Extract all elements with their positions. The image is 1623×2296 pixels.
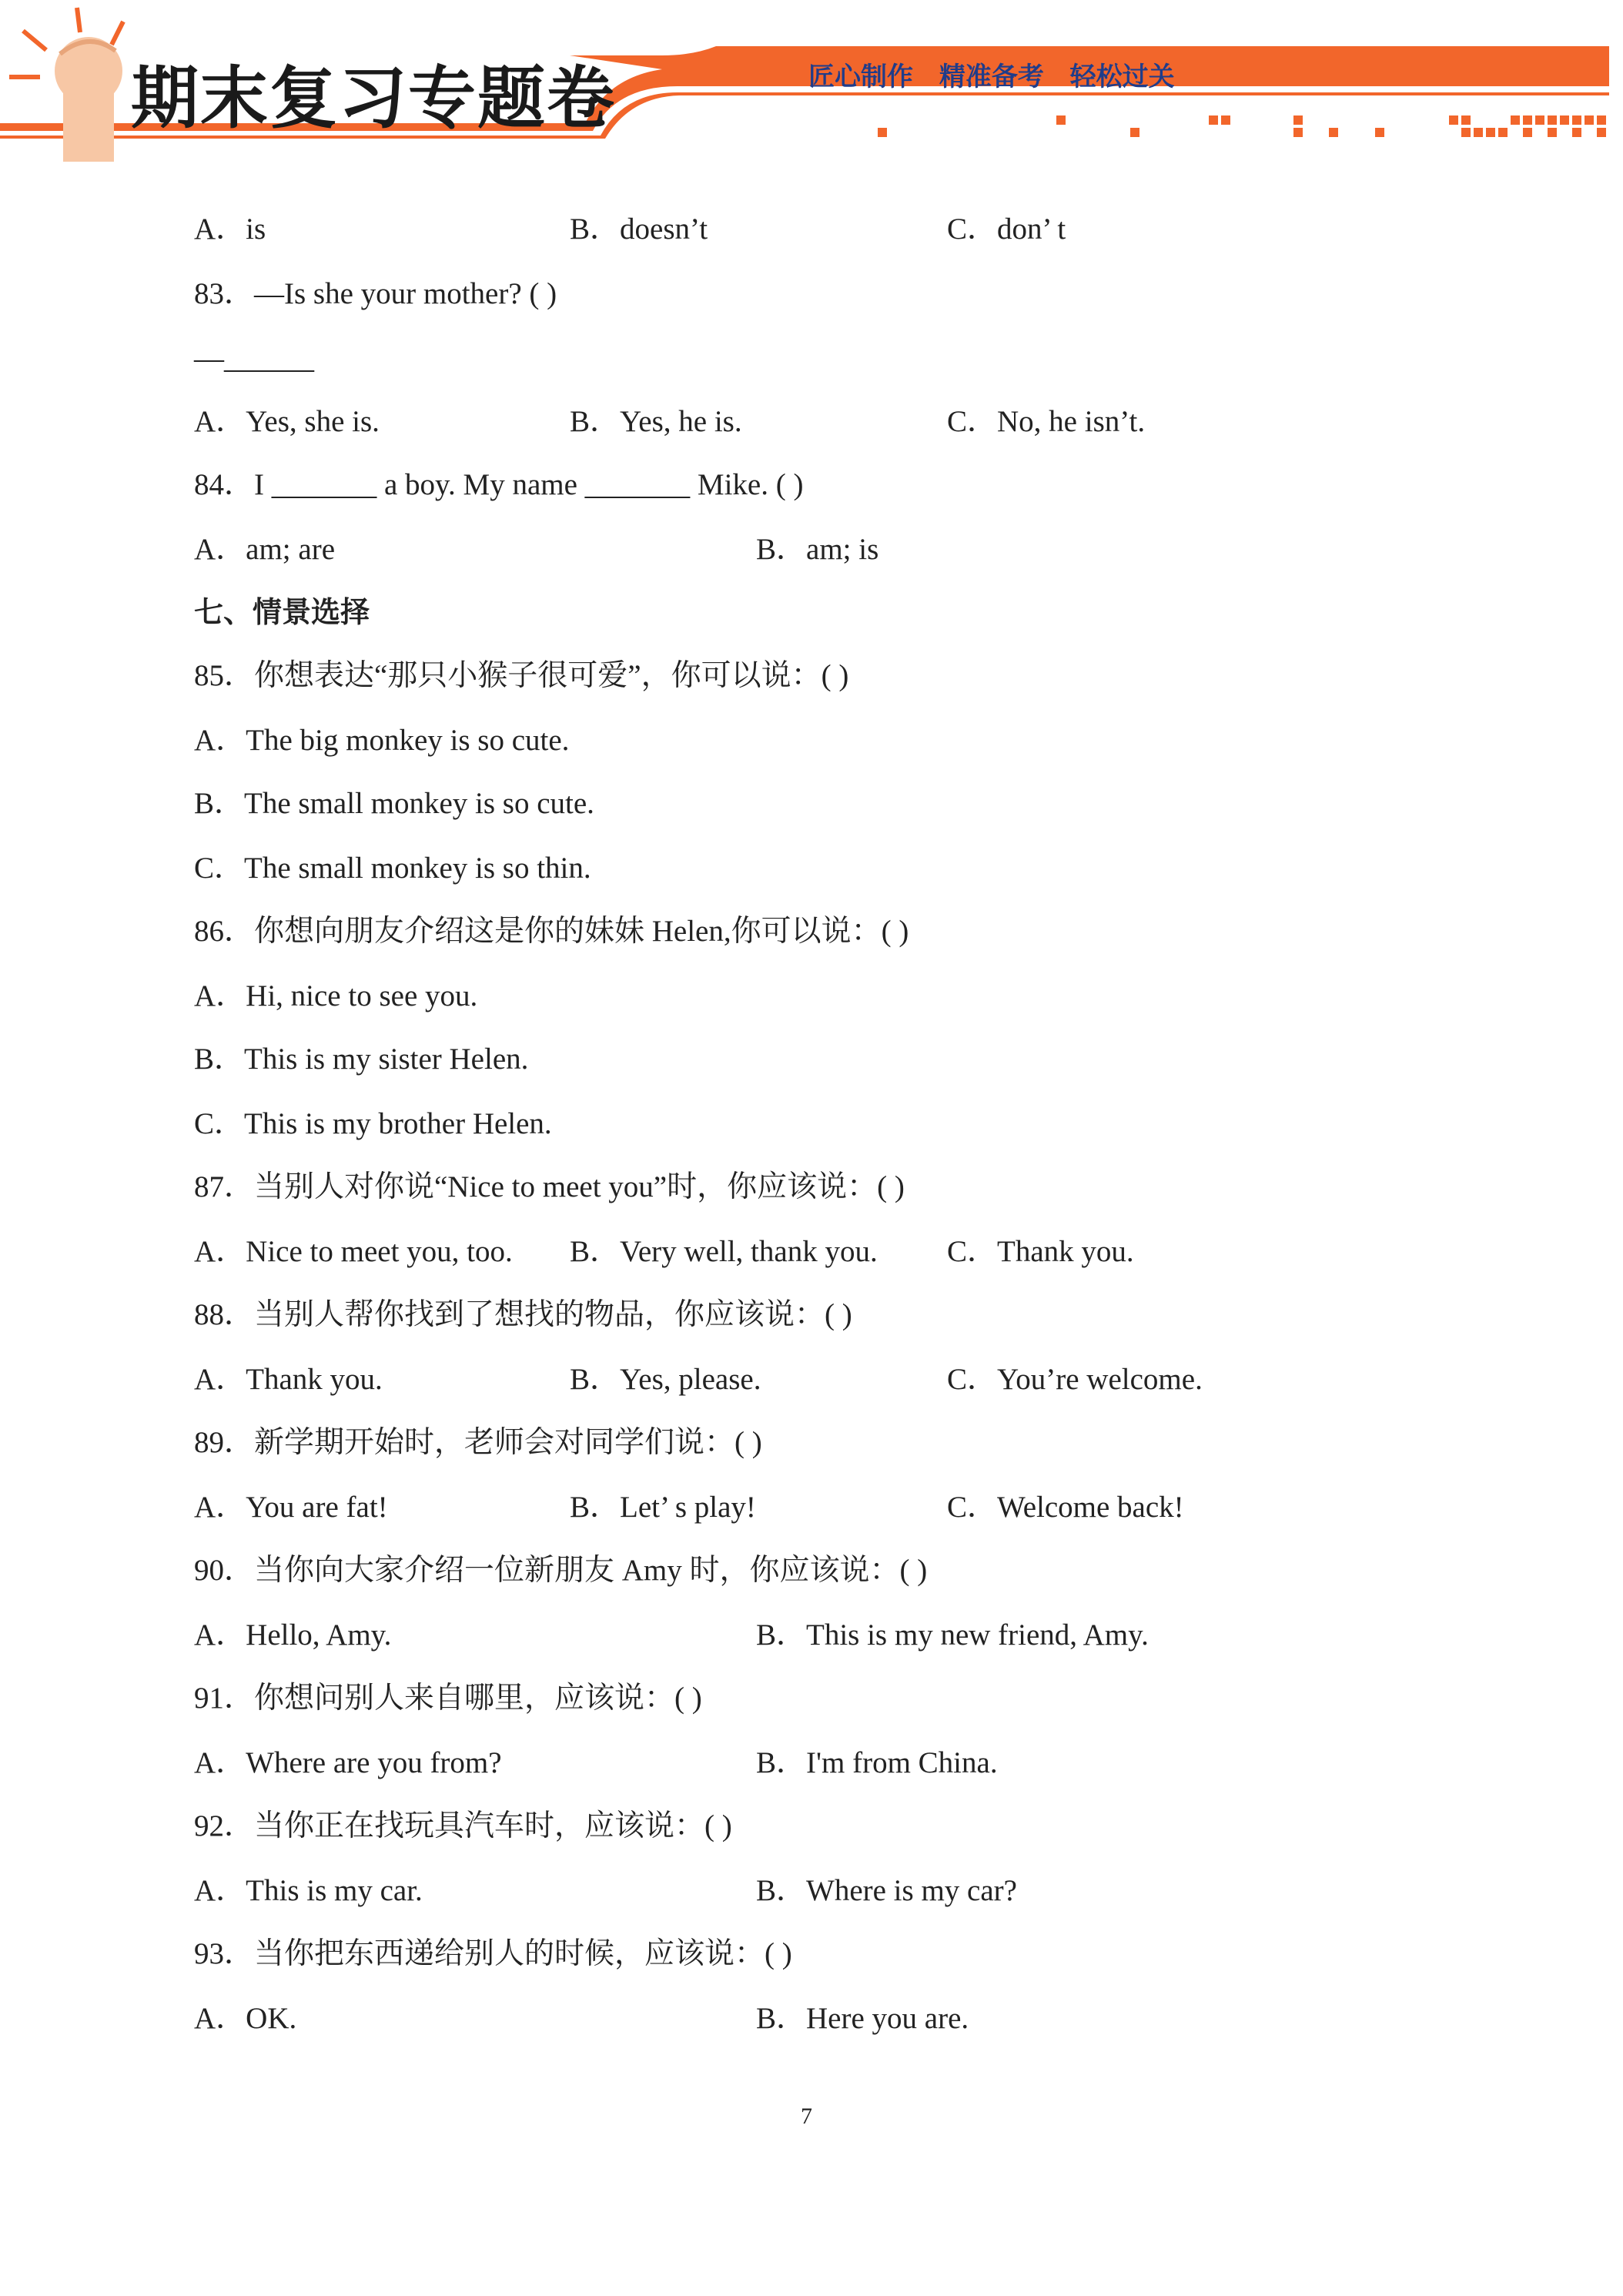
answer-option: C．Welcome back! [947, 1491, 1184, 1524]
question-text: 86．你想向朋友介绍这是你的妹妹 Helen,你可以说：( ) [194, 915, 909, 948]
question-text: 84．I _______ a boy. My name _______ Mike. ( ) [194, 468, 804, 501]
page-number: 7 [801, 2104, 812, 2129]
header-title: 期末复习专题卷 [131, 59, 617, 138]
question-text: 92．当你正在找玩具汽车时，应该说：( ) [194, 1809, 732, 1842]
answer-option: B．Yes, please. [570, 1363, 761, 1396]
question-text: B．This is my sister Helen. [194, 1043, 529, 1076]
question-text: C．The small monkey is so thin. [194, 852, 591, 885]
question-text: B．The small monkey is so cute. [194, 787, 594, 820]
question-text: 91．你想问别人来自哪里，应该说：( ) [194, 1682, 702, 1715]
question-text: A．Hi, nice to see you. [194, 979, 478, 1012]
answer-option: B．Where is my car? [756, 1874, 1017, 1907]
answer-option: A．This is my car. [194, 1874, 423, 1907]
answer-option: C．Thank you. [947, 1235, 1134, 1268]
answer-option: B．doesn’t [570, 213, 708, 246]
answer-option: A．am; are [194, 533, 336, 566]
question-text: 89．新学期开始时，老师会对同学们说：( ) [194, 1426, 762, 1459]
answer-option: C．don’ t [947, 213, 1066, 246]
question-text: 90．当你向大家介绍一位新朋友 Amy 时，你应该说：( ) [194, 1554, 928, 1587]
answer-option: B．am; is [756, 533, 879, 566]
answer-option: A．Nice to meet you, too. [194, 1235, 513, 1268]
answer-option: A．Where are you from? [194, 1746, 502, 1779]
answer-option: B．This is my new friend, Amy. [756, 1618, 1149, 1652]
question-text: 87．当别人对你说“Nice to meet you”时，你应该说：( ) [194, 1170, 905, 1203]
answer-option: A．Thank you. [194, 1363, 383, 1396]
page-header [0, 0, 1623, 162]
question-text: 83．—Is she your mother? ( ) [194, 277, 557, 310]
question-text: 85．你想表达“那只小猴子很可爱”，你可以说：( ) [194, 659, 849, 692]
answer-option: B．Here you are. [756, 2002, 969, 2035]
answer-option: B．Let’ s play! [570, 1491, 756, 1524]
answer-option: B．I'm from China. [756, 1746, 998, 1779]
answer-option: B．Yes, he is. [570, 405, 742, 438]
section-title: 七、情景选择 [194, 595, 370, 629]
answer-option: C．No, he isn’t. [947, 405, 1146, 438]
header-slogan: 匠心制作 精准备考 轻松过关 [808, 62, 1175, 92]
question-text: 88．当别人帮你找到了想找的物品，你应该说：( ) [194, 1298, 852, 1331]
question-text: A．The big monkey is so cute. [194, 724, 570, 757]
answer-option: A．OK. [194, 2002, 297, 2035]
answer-option: B．Very well, thank you. [570, 1235, 878, 1268]
answer-option: A．Yes, she is. [194, 405, 380, 438]
answer-option: A．is [194, 213, 266, 246]
answer-option: C．You’re welcome. [947, 1363, 1203, 1396]
decorative-squares [878, 115, 1606, 137]
question-text: —______ [194, 342, 314, 375]
answer-option: A．Hello, Amy. [194, 1618, 392, 1652]
answer-option: A．You are fat! [194, 1491, 388, 1524]
question-text: C．This is my brother Helen. [194, 1107, 552, 1140]
question-text: 93．当你把东西递给别人的时候，应该说：( ) [194, 1937, 792, 1970]
